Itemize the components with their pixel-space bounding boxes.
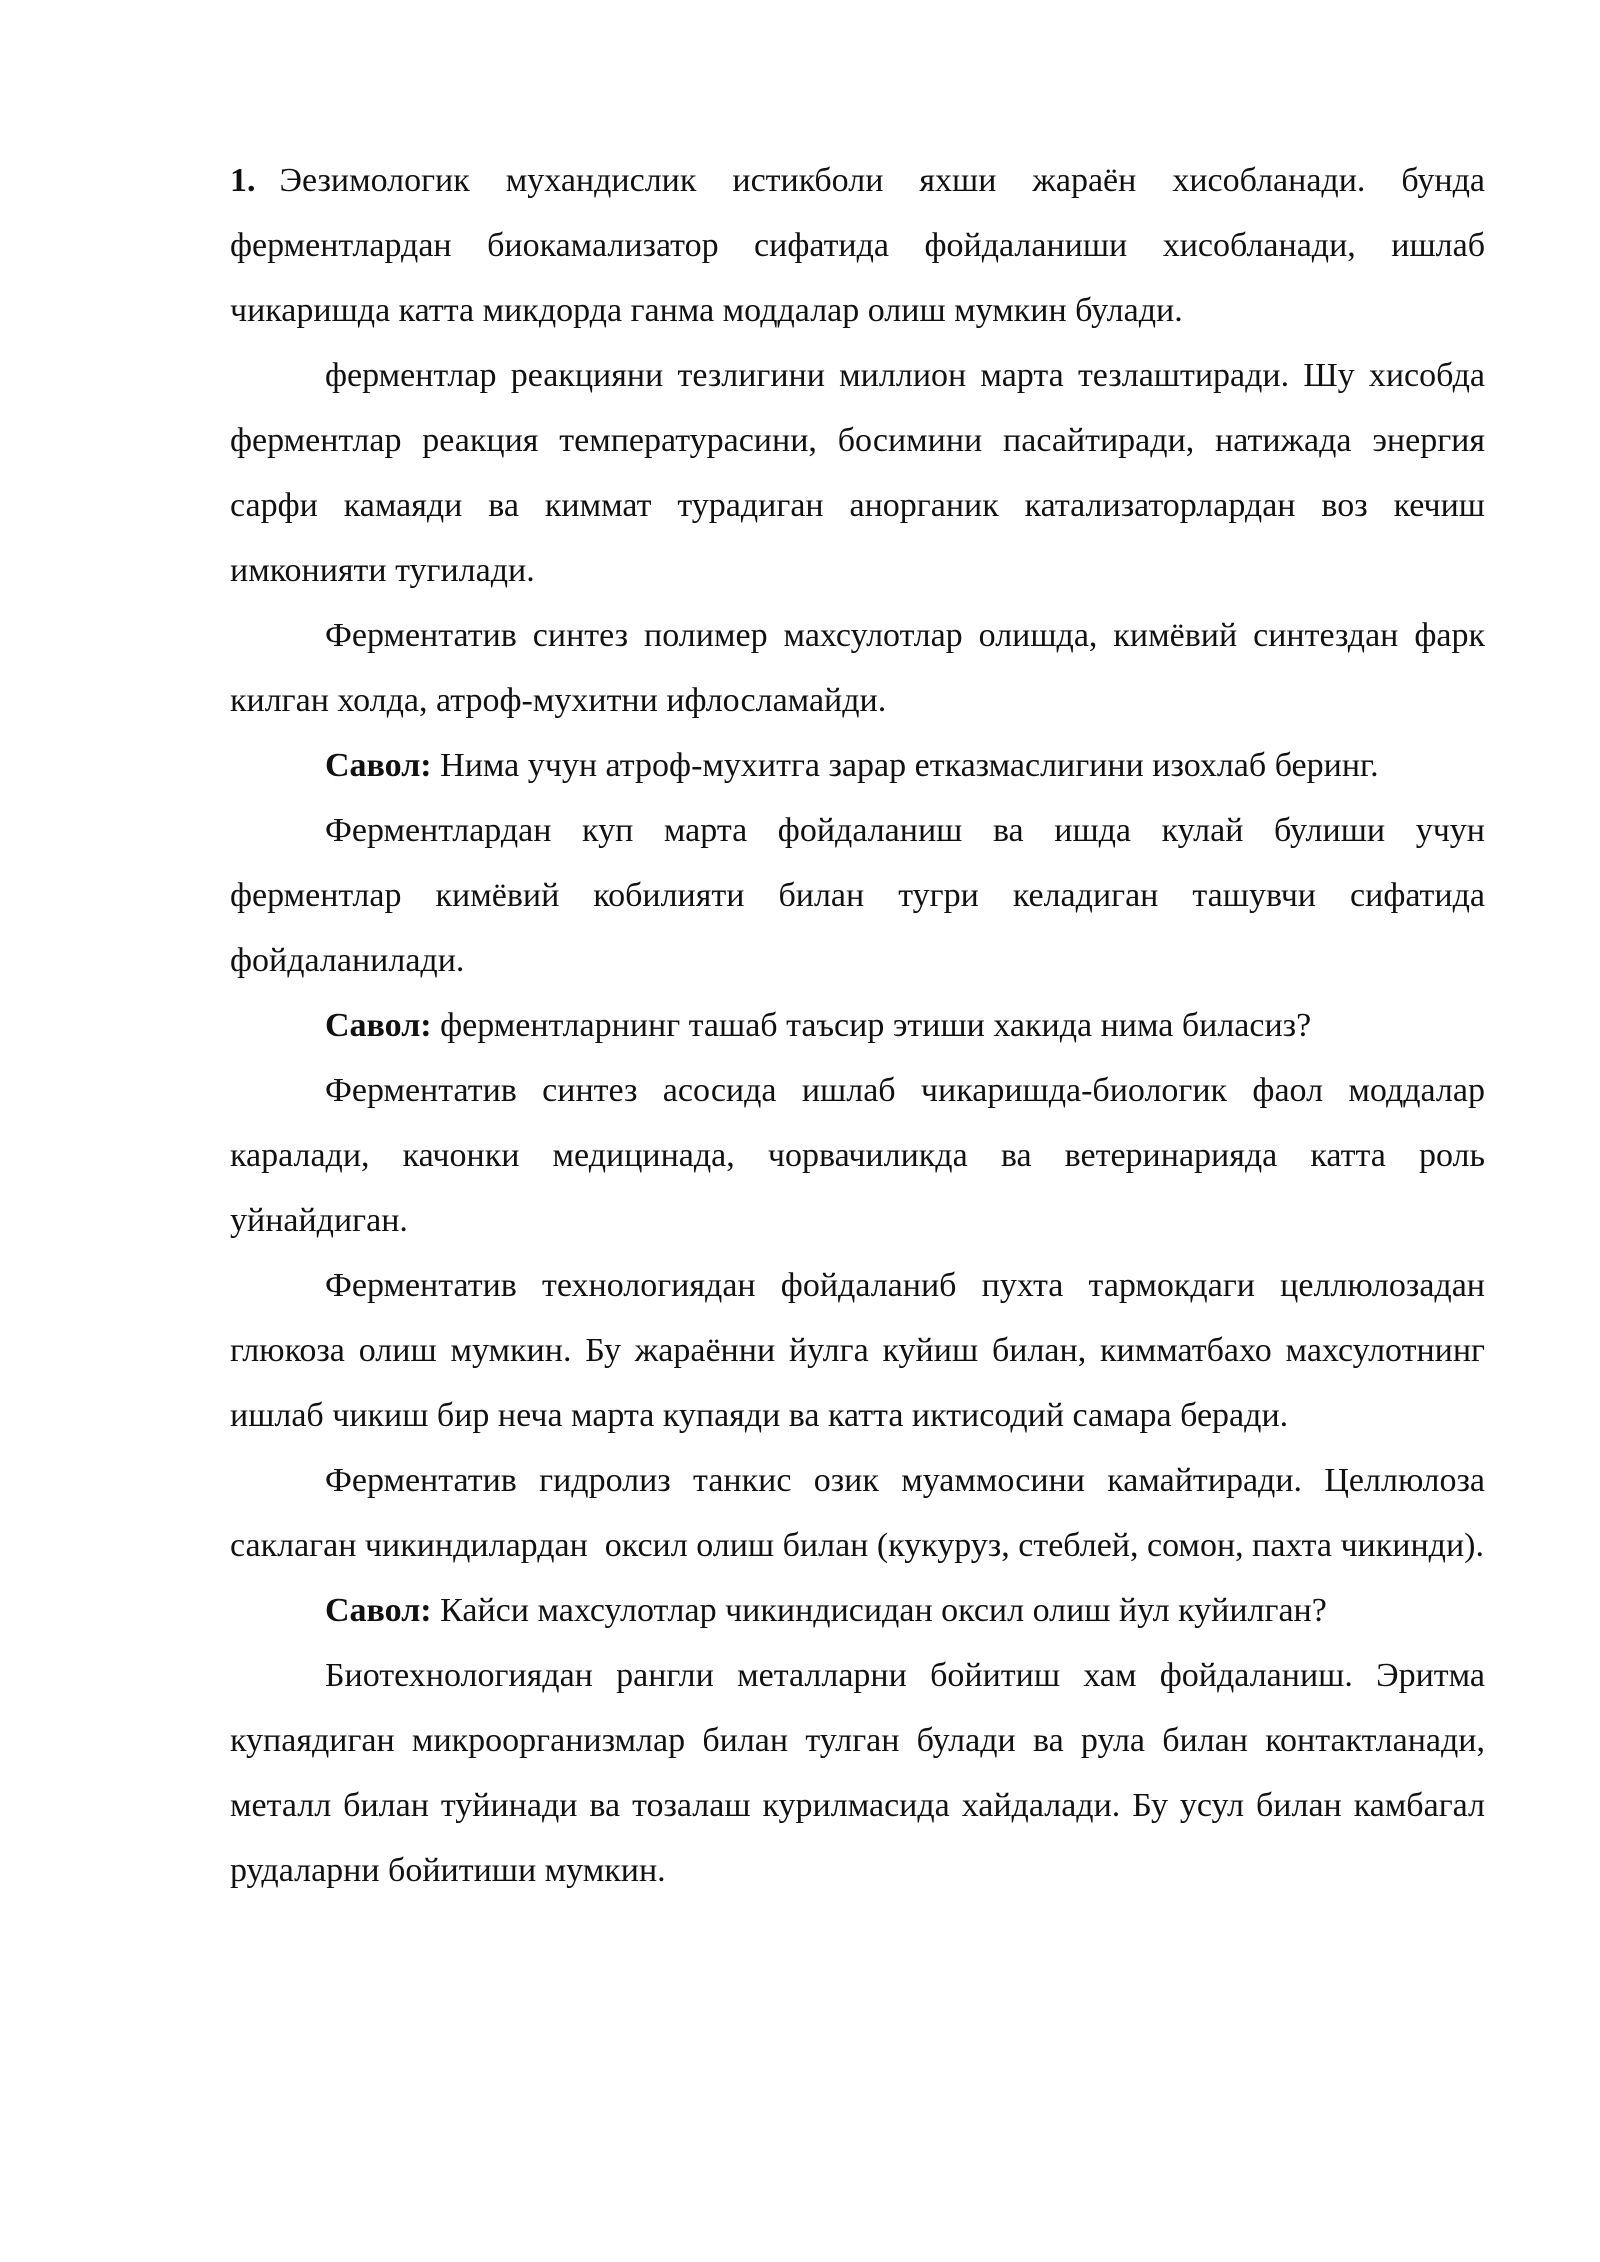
question-3 bbox=[230, 1578, 1485, 1643]
paragraph-8: Ферментатив технологиядан фойдаланиб пухта тармокдаги целлюлозадан глюкоза олиш мумкин. Бу жараённи йулга куйиш билан, кимматбахо махсулотнинг ишлаб чикиш бир неча марта купаяди ва катта иктисодий самара беради. bbox=[230, 1267, 1485, 1434]
document-page bbox=[230, 148, 1494, 1903]
question-label: Савол: bbox=[325, 1007, 432, 1044]
paragraph-text: Эезимологик мухандислик истикболи яхши жараён хисобланади. бунда ферментлардан биокамализатор сифатида фойдаланиши хисобланади, ишлаб чикаришда катта микдорда ганма моддалар олиш мумкин булади. bbox=[230, 162, 1485, 329]
question-text: Кайси махсулотлар чикиндисидан оксил олиш йул куйилган? bbox=[431, 1592, 1327, 1629]
question-text: Нима учун атроф-мухитга зарар етказмаслигини изохлаб беринг. bbox=[431, 747, 1379, 784]
paragraph-11: Биотехнологиядан рангли металларни бойитиш хам фойдаланиш. Эритма купаядиган микроорганизмлар билан тулган булади ва рула билан контактланади, металл билан туйинади ва тозалаш курилмасида хайдалади. Бу усул билан камбагал рудаларни бойитиши мумкин. bbox=[230, 1657, 1485, 1889]
question-label: Савол: bbox=[325, 747, 432, 784]
paragraph-3: Ферментатив синтез полимер махсулотлар олишда, кимёвий синтездан фарк килган холда, атроф-мухитни ифлосламайди. bbox=[230, 617, 1485, 719]
paragraph-5: Ферментлардан куп марта фойдаланиш ва ишда кулай булиши учун ферментлар кимёвий кобилияти билан тугри келадиган ташувчи сифатида фойдаланилади. bbox=[230, 812, 1485, 979]
item-number: 1. bbox=[230, 162, 256, 199]
question-1 bbox=[230, 733, 1485, 798]
paragraph-1 bbox=[230, 148, 1485, 343]
paragraph-7: Ферментатив синтез асосида ишлаб чикаришда-биологик фаол моддалар каралади, качонки медицинада, чорвачиликда ва ветеринарияда катта роль уйнайдиган. bbox=[230, 1072, 1485, 1239]
paragraph-9: Ферментатив гидролиз танкис озик муаммосини камайтиради. Целлюлоза саклаган чикиндилардан оксил олиш билан (кукуруз, стеблей, сомон, пахта чикинди). bbox=[230, 1462, 1494, 1564]
paragraph-2: ферментлар реакцияни тезлигини миллион марта тезлаштиради. Шу хисобда ферментлар реакция температурасини, босимини пасайтиради, натижада энергия сарфи камаяди ва киммат турадиган анорганик катализаторлардан воз кечиш имконияти тугилади. bbox=[230, 357, 1485, 589]
question-label: Савол: bbox=[325, 1592, 432, 1629]
question-2 bbox=[230, 993, 1485, 1058]
question-text: ферментларнинг ташаб таъсир этиши хакида нима биласиз? bbox=[431, 1007, 1312, 1044]
